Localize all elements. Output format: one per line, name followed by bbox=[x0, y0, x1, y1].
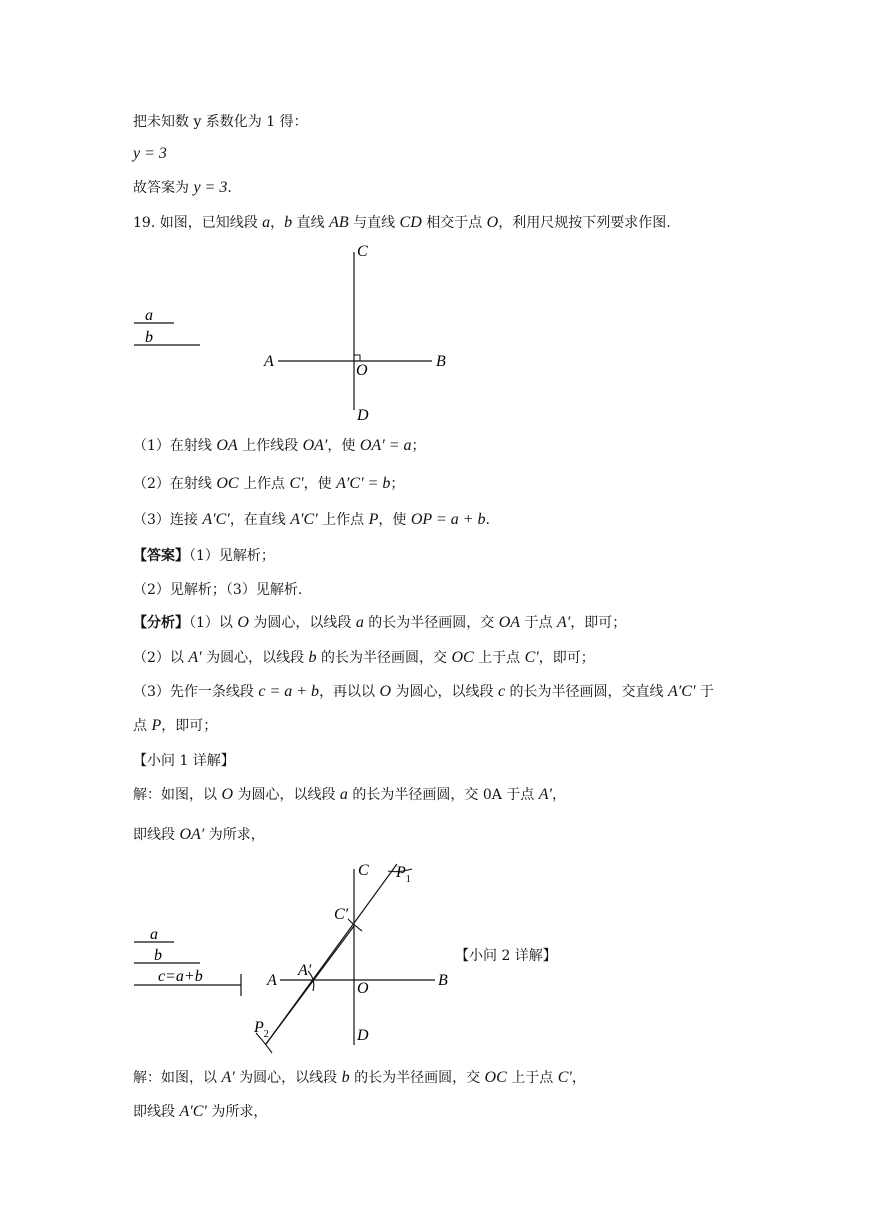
fig1-label-O: O bbox=[356, 362, 368, 379]
fig2-label-c: c=a+b bbox=[158, 968, 203, 985]
text-line-2: y = 3 bbox=[133, 145, 167, 162]
solution-2-line-2: 即线段 A′C′ 为所求， bbox=[133, 1103, 268, 1120]
fig1-label-A: A bbox=[264, 353, 274, 370]
sub-question-1-heading: 【小问 1 详解】 bbox=[133, 753, 235, 769]
question-19: 19. 如图，已知线段 a，b 直线 AB 与直线 CD 相交于点 O，利用尺规按下列要求作图. bbox=[133, 214, 671, 231]
solution-1-line-2: 即线段 OA′ 为所求， bbox=[133, 826, 265, 843]
fig2-label-P1: $P_1$ bbox=[396, 864, 411, 885]
fig2-label-P2: $P_2$ bbox=[254, 1019, 269, 1040]
analysis-line-4: 点 P，即可； bbox=[133, 717, 218, 734]
figure-2 bbox=[130, 855, 460, 1060]
step-3: （3）连接 A′C′，在直线 A′C′ 上作点 P，使 OP = a + b. bbox=[133, 511, 490, 528]
analysis-line-3: （3）先作一条线段 c = a + b，再以以 O 为圆心，以线段 c 的长为半径画圆，交直线 A′C′ 于 bbox=[133, 683, 714, 700]
fig1-label-B: B bbox=[436, 353, 446, 370]
fig1-label-b: b bbox=[145, 329, 153, 346]
fig2-label-A: A bbox=[267, 972, 277, 989]
fig1-label-C: C bbox=[357, 243, 368, 260]
fig2-label-A1: A′ bbox=[298, 962, 312, 979]
fig2-label-C: C bbox=[358, 862, 369, 879]
fig2-label-B: B bbox=[438, 972, 448, 989]
answer-line-2: （2）见解析；（3）见解析. bbox=[133, 582, 303, 598]
fig1-label-a: a bbox=[145, 307, 153, 324]
text-line-3: 故答案为 y = 3. bbox=[133, 179, 232, 196]
fig2-label-D: D bbox=[357, 1027, 369, 1044]
fig2-label-b: b bbox=[154, 947, 162, 964]
fig2-label-a: a bbox=[150, 926, 158, 943]
solution-2-line-1: 解：如图，以 A′ 为圆心，以线段 b 的长为半径画圆，交 OC 上于点 C′， bbox=[133, 1069, 586, 1086]
step-2: （2）在射线 OC 上作点 C′，使 A′C′ = b； bbox=[133, 475, 405, 492]
sub-question-2-heading: 【小问 2 详解】 bbox=[455, 948, 557, 964]
text-line-1: 把未知数 y 系数化为 1 得： bbox=[133, 114, 308, 130]
analysis-line-1: 【分析】（1）以 O 为圆心，以线段 a 的长为半径画圆，交 OA 于点 A′，即可； bbox=[133, 614, 627, 631]
fig2-label-C1: C′ bbox=[334, 906, 349, 923]
figure-1 bbox=[130, 238, 460, 424]
fig1-label-D: D bbox=[357, 407, 369, 424]
step-1: （1）在射线 OA 上作线段 OA′，使 OA′ = a； bbox=[133, 437, 426, 454]
answer-line-1: 【答案】（1）见解析； bbox=[133, 548, 275, 564]
analysis-line-2: （2）以 A′ 为圆心，以线段 b 的长为半径画圆，交 OC 上于点 C′，即可； bbox=[133, 649, 595, 666]
fig2-label-O: O bbox=[357, 980, 369, 997]
solution-1-line-1: 解：如图，以 O 为圆心，以线段 a 的长为半径画圆，交 0A 于点 A′， bbox=[133, 786, 567, 803]
